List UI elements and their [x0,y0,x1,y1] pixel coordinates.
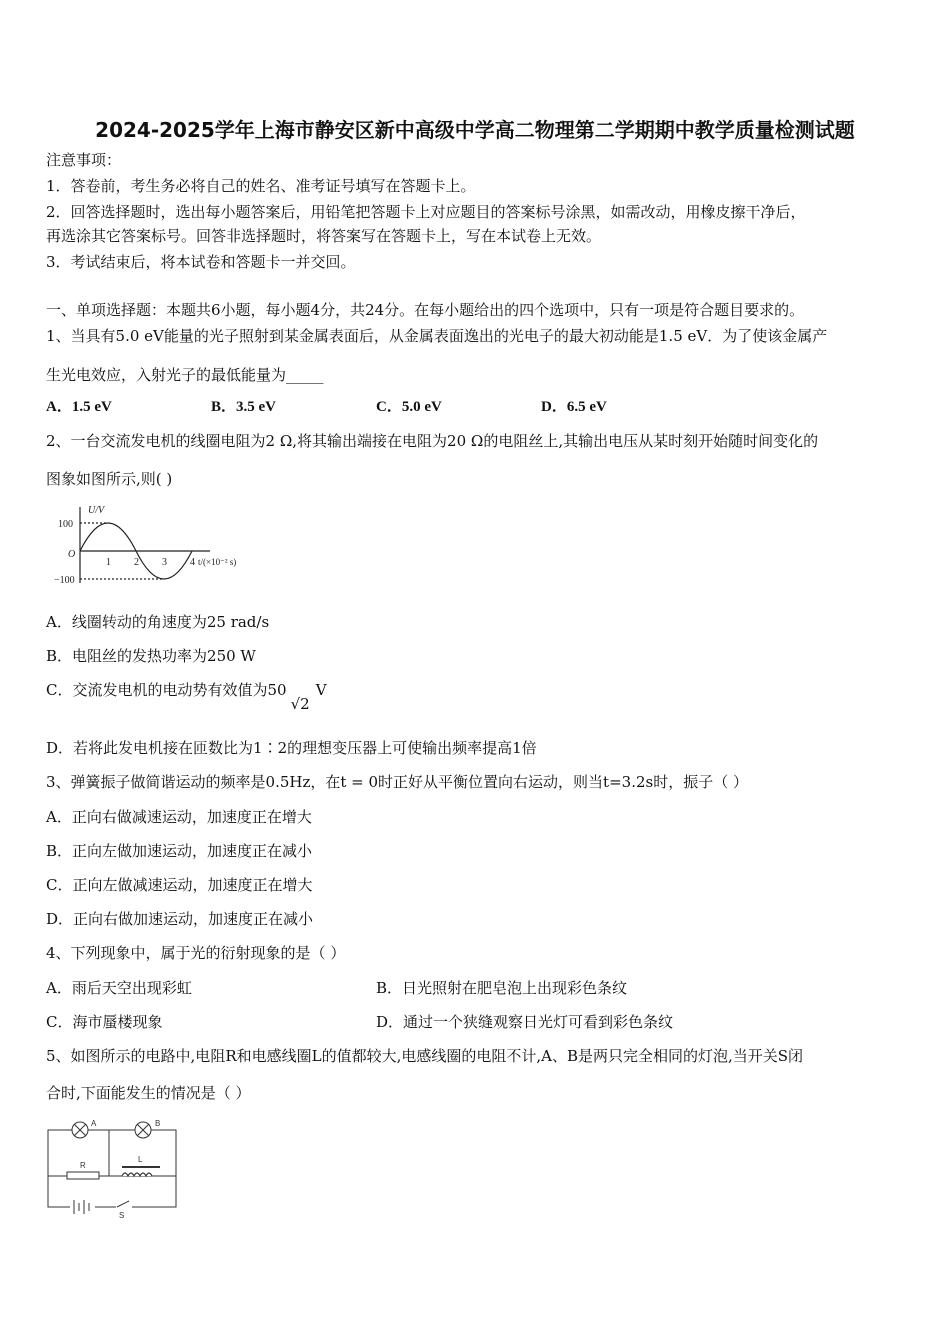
graph-ylabel: U/V [88,505,105,516]
q4-option-a: A．雨后天空出现彩虹 [46,979,192,997]
q3-stem: 3、弹簧振子做简谐运动的频率是0.5Hz，在t = 0时正好从平衡位置向右运动，则当t=3.2s时，振子（ ） [46,773,748,791]
note-item: 2．回答选择题时，选出每小题答案后，用铅笔把答题卡上对应题目的答案标号涂黑，如需改动，用橡皮擦干净后， [46,203,806,221]
sqrt-two: √2 [290,695,310,713]
q3-option-b: B．正向左做加速运动，加速度正在减小 [46,842,313,860]
label-r: R [80,1161,86,1170]
notes-heading: 注意事项： [46,151,122,169]
xtick: 1 [106,557,111,568]
q4-option-c: C．海市蜃楼现象 [46,1013,163,1031]
q4-option-b: B．日光照射在肥皂泡上出现彩色条纹 [376,979,628,997]
q1-option-d: D．6.5 eV [541,399,607,415]
q3-option-d: D．正向右做加速运动，加速度正在减小 [46,910,314,928]
graph-xlabel: t/(×10⁻² s) [198,557,237,567]
ytick: O [68,549,76,560]
q4-option-d: D．通过一个狭缝观察日光灯可看到彩色条纹 [376,1013,674,1031]
q3-option-a: A．正向右做减速运动，加速度正在增大 [46,808,312,826]
q2-stem: 图象如图所示,则( ) [46,470,173,488]
label-b: B [155,1119,161,1128]
q4-stem: 4、下列现象中，属于光的衍射现象的是（ ） [46,944,346,962]
q2-stem: 2、一台交流发电机的线圈电阻为2 Ω,将其输出端接在电阻为20 Ω的电阻丝上,其输出电压从某时刻开始随时间变化的 [46,432,819,450]
q1-option-c: C．5.0 eV [376,399,442,415]
q1-stem: 生光电效应，入射光子的最低能量为_____ [46,366,324,384]
q2-option-d: D．若将此发电机接在匝数比为1∶2的理想变压器上可使输出频率提高1倍 [46,739,537,757]
ytick: 100 [58,519,73,530]
label-l: L [138,1155,143,1164]
unit: V [315,681,327,699]
q5-stem: 5、如图所示的电路中,电阻R和电感线圈L的值都较大,电感线圈的电阻不计,A、B是两只完全相同的灯泡,当开关S闭 [46,1047,804,1065]
q2-option-b: B．电阻丝的发热功率为250 W [46,647,256,665]
xtick: 3 [162,557,167,568]
q1-stem: 1、当具有5.0 eV能量的光子照射到某金属表面后，从金属表面逸出的光电子的最大初动能是1.5 eV．为了使该金属产 [46,327,828,345]
q2-option-c [46,680,327,713]
q2-option-c-text: C．交流发电机的电动势有效值为50 [46,681,287,699]
q3-option-c: C．正向左做减速运动，加速度正在增大 [46,876,313,894]
voltage-time-graph [40,495,260,595]
q1-option-b: B．3.5 eV [211,399,276,415]
ytick: −100 [54,575,75,586]
xtick: 4 [190,557,195,568]
circuit-diagram [40,1110,190,1220]
note-item: 3．考试结束后，将本试卷和答题卡一并交回。 [46,253,356,271]
note-item: 再选涂其它答案标号。回答非选择题时，将答案写在答题卡上，写在本试卷上无效。 [46,227,602,245]
q2-option-a: A．线圈转动的角速度为25 rad/s [46,613,270,631]
page-title: 2024-2025学年上海市静安区新中高级中学高二物理第二学期期中教学质量检测试题 [95,118,855,142]
xtick: 2 [134,557,139,568]
q5-stem: 合时,下面能发生的情况是（ ） [46,1084,251,1102]
section-heading: 一、单项选择题：本题共6小题，每小题4分，共24分。在每小题给出的四个选项中，只有一项是符合题目要求的。 [46,301,805,319]
note-item: 1．答卷前，考生务必将自己的姓名、准考证号填写在答题卡上。 [46,177,476,195]
q1-option-a: A．1.5 eV [46,399,112,415]
label-a: A [91,1119,97,1128]
label-s: S [119,1211,125,1220]
